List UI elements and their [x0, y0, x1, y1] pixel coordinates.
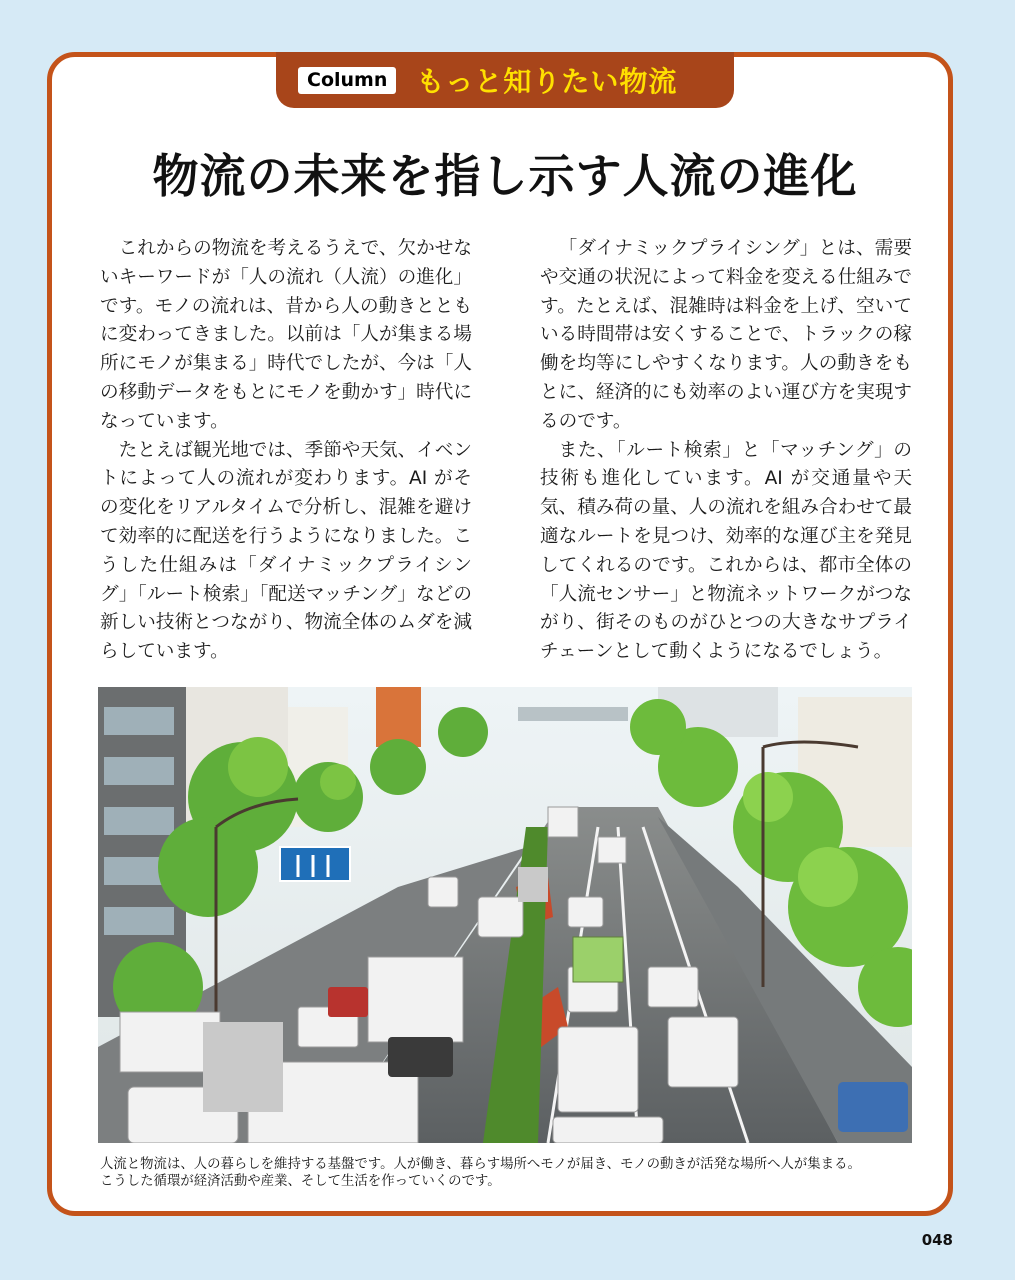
column-tab: [276, 52, 734, 108]
city-traffic-photo: [98, 687, 912, 1143]
column-title: もっと知りたい物流: [416, 65, 678, 98]
paragraph: 「ダイナミックプライシング」とは、需要や交通の状況によって料金を変える仕組みです。たとえば、混雑時は料金を上げ、空いている時間帯は安くすることで、トラックの稼働を均等にしやすくなります。人の動きをもとに、経済的にも効率のよい運び方を実現するのです。: [540, 238, 912, 432]
article-right-column: [540, 235, 912, 667]
paragraph: これからの物流を考えるうえで、欠かせないキーワードが「人の流れ（人流）の進化」です。モノの流れは、昔から人の動きとともに変わってきました。以前は「人が集まる場所にモノが集まる」時代でしたが、今は「人の移動データをもとにモノを動かす」時代になっています。: [100, 238, 472, 432]
photo-caption: [100, 1156, 920, 1190]
article-left-column: [100, 235, 472, 667]
caption-line: こうした循環が経済活動や産業、そして生活を作っていくのです。: [100, 1174, 501, 1189]
paragraph: たとえば観光地では、季節や天気、イベントによって人の流れが変わります。AI がその変化をリアルタイムで分析し、混雑を避けて効率的に配送を行うようになりました。こうした仕組みは「ダイナミックプライシング」「ルート検索」「配送マッチング」などの新しい技術とつながり、物流全体のムダを減らしています。: [100, 439, 472, 663]
page-number: 048: [921, 1231, 953, 1249]
column-label: Column: [298, 67, 396, 94]
paragraph: また、「ルート検索」と「マッチング」の技術も進化しています。AI が交通量や天気、積み荷の量、人の流れを組み合わせて最適なルートを見つけ、効率的な運び主を発見してくれるのです。これからは、都市全体の「人流センサー」と物流ネットワークがつながり、街そのものがひとつの大きなサプライチェーンとして動くようになるでしょう。: [540, 439, 912, 663]
page-title: 物流の未来を指し示す人流の進化: [152, 149, 858, 203]
caption-line: 人流と物流は、人の暮らしを維持する基盤です。人が働き、暮らす場所へモノが届き、モノの動きが活発な場所へ人が集まる。: [100, 1157, 861, 1172]
